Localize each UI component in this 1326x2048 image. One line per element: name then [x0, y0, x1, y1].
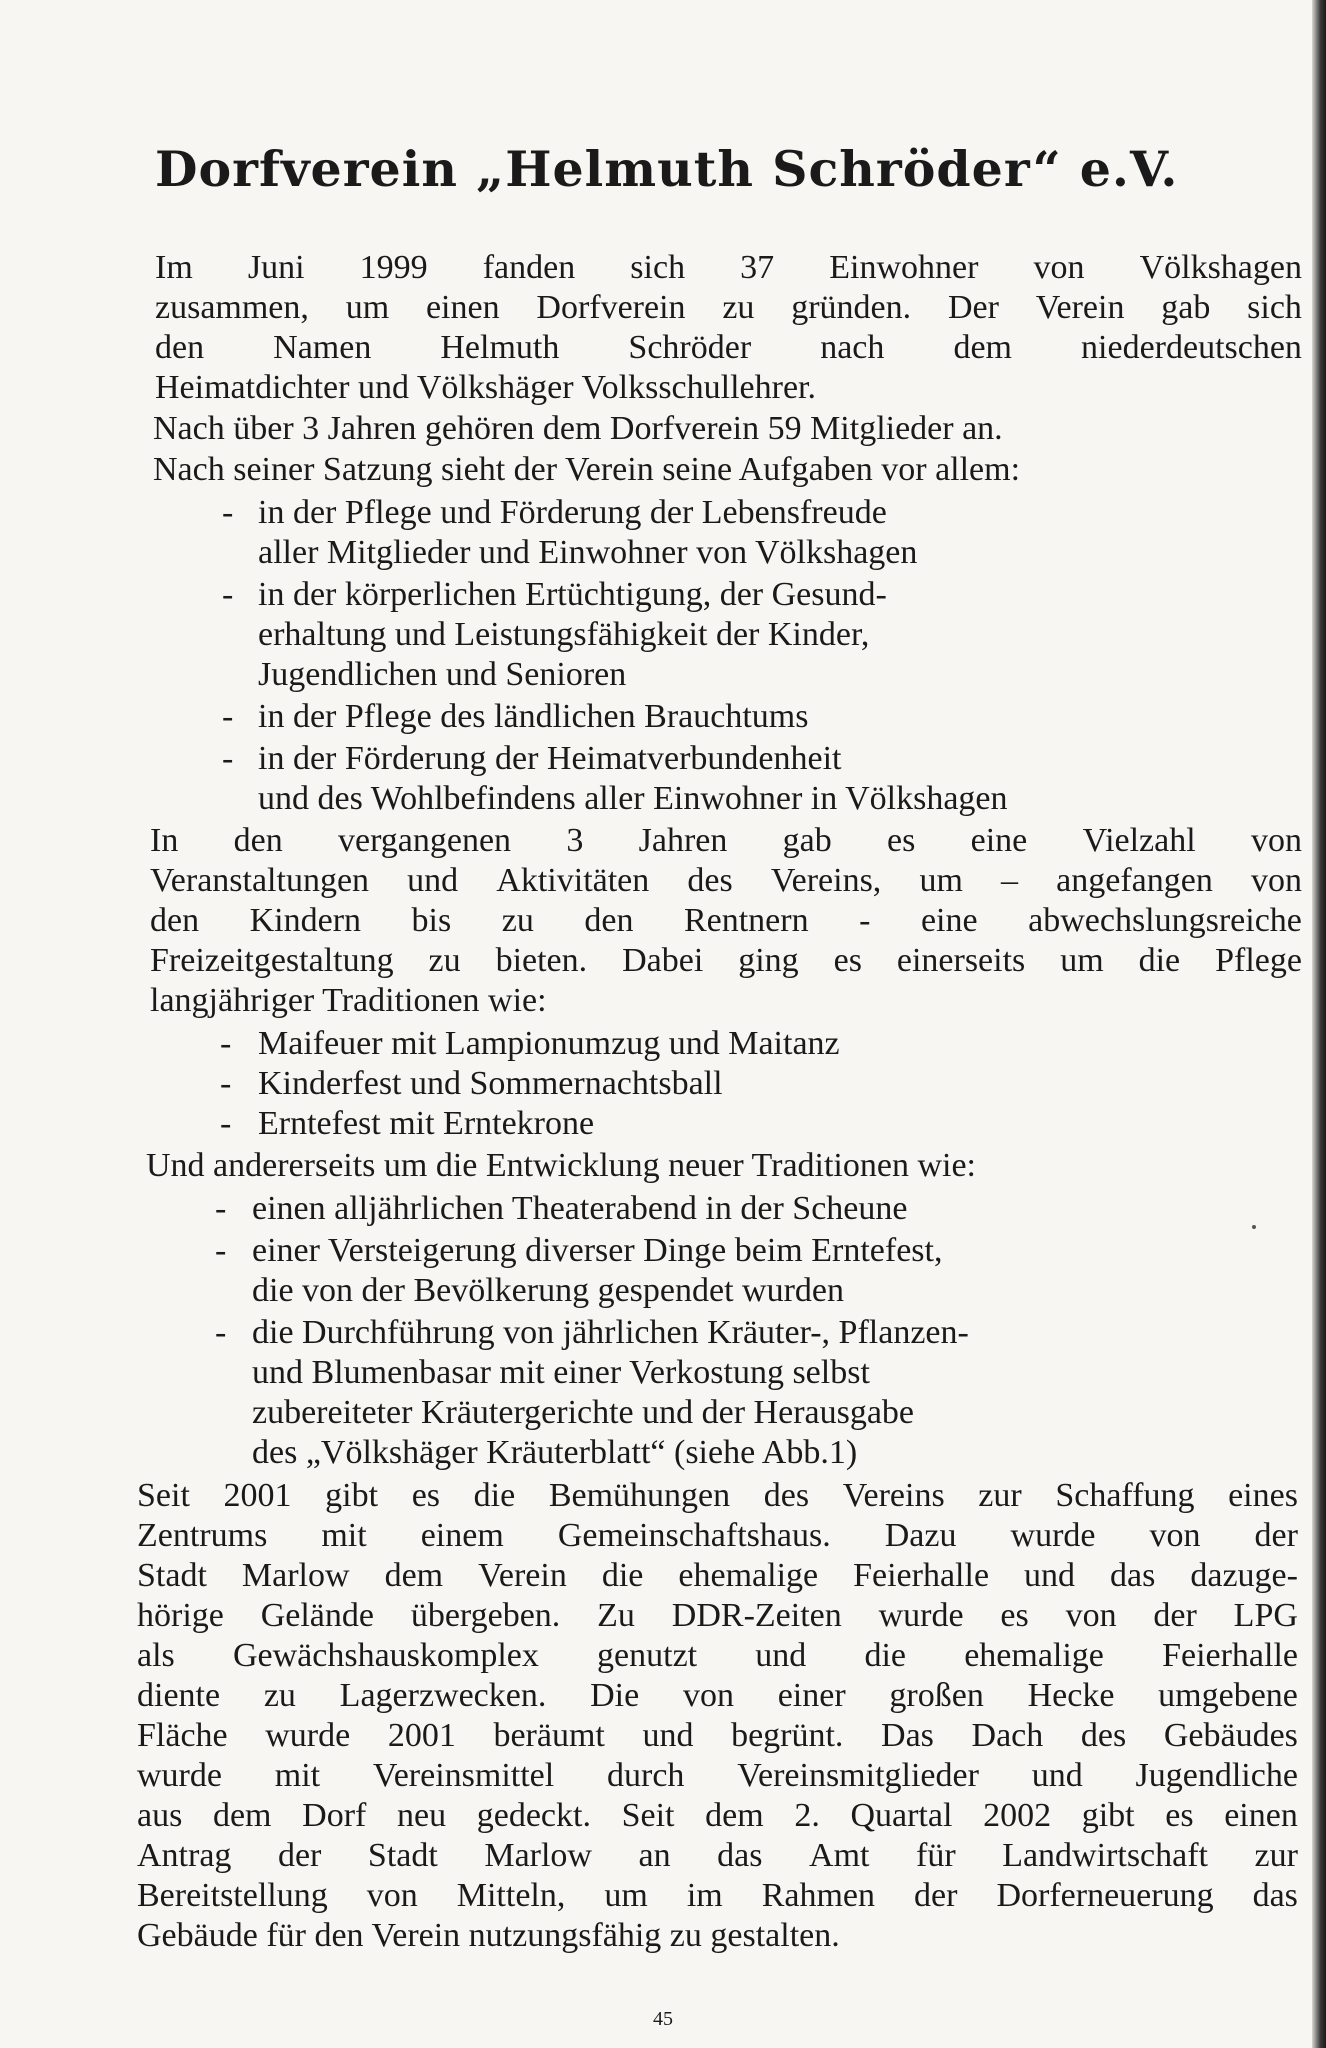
text-line: Stadt Marlow dem Verein die ehemalige Feierhalle und das dazuge-	[137, 1557, 1298, 1594]
text-line: Freizeitgestaltung zu bieten. Dabei ging es einerseits um die Pflege	[150, 942, 1302, 979]
bullet-dash: -	[215, 1190, 227, 1227]
text-line: erhaltung und Leistungsfähigkeit der Kinder,	[258, 616, 870, 653]
page-number: 45	[653, 2008, 673, 2030]
bullet-dash: -	[222, 576, 234, 613]
list-item: Kinderfest und Sommernachtsball	[258, 1065, 723, 1102]
bullet-dash: -	[220, 1025, 232, 1062]
text-line: den Kindern bis zu den Rentnern - eine abwechslungsreiche	[150, 902, 1302, 939]
text-line: wurde mit Vereinsmittel durch Vereinsmitglieder und Jugendliche	[137, 1757, 1298, 1794]
text-line: des „Völkshäger Kräuterblatt“ (siehe Abb.1)	[252, 1434, 858, 1471]
page-edge-shadow	[1312, 0, 1326, 2048]
bullet-dash: -	[215, 1314, 227, 1351]
text-line: zusammen, um einen Dorfverein zu gründen. Der Verein gab sich	[155, 289, 1302, 326]
bullet-dash: -	[222, 494, 234, 531]
text-line: Antrag der Stadt Marlow an das Amt für Landwirtschaft zur	[137, 1837, 1298, 1874]
text-line: Jugendlichen und Senioren	[258, 656, 627, 693]
text-line: zubereiteter Kräutergerichte und der Herausgabe	[252, 1394, 915, 1431]
list-item: in der Pflege des ländlichen Brauchtums	[258, 698, 809, 735]
list-item: die Durchführung von jährlichen Kräuter-, Pflanzen-	[252, 1314, 969, 1351]
text-line: und des Wohlbefindens aller Einwohner in Völkshagen	[258, 780, 1008, 817]
text-line: aller Mitglieder und Einwohner von Völkshagen	[258, 534, 918, 571]
text-line: Im Juni 1999 fanden sich 37 Einwohner von Völkshagen	[155, 249, 1302, 286]
text-line: Und andererseits um die Entwicklung neuer Traditionen wie:	[146, 1147, 976, 1184]
text-line: Nach über 3 Jahren gehören dem Dorfverein 59 Mitglieder an.	[153, 410, 1003, 447]
page-title: Dorfverein „Helmuth Schröder“ e.V.	[155, 140, 1179, 198]
text-line: Nach seiner Satzung sieht der Verein seine Aufgaben vor allem:	[153, 451, 1021, 488]
list-item: in der Pflege und Förderung der Lebensfreude	[258, 494, 887, 531]
text-line: aus dem Dorf neu gedeckt. Seit dem 2. Quartal 2002 gibt es einen	[137, 1797, 1298, 1834]
bullet-dash: -	[222, 740, 234, 777]
scan-speck	[1252, 1225, 1256, 1229]
bullet-dash: -	[222, 698, 234, 735]
text-line: In den vergangenen 3 Jahren gab es eine Vielzahl von	[150, 822, 1302, 859]
list-item: einen alljährlichen Theaterabend in der Scheune	[252, 1190, 908, 1227]
text-line: die von der Bevölkerung gespendet wurden	[252, 1272, 844, 1309]
text-line: Zentrums mit einem Gemeinschaftshaus. Dazu wurde von der	[137, 1517, 1298, 1554]
list-item: Erntefest mit Erntekrone	[258, 1105, 595, 1142]
list-item: einer Versteigerung diverser Dinge beim Erntefest,	[252, 1232, 943, 1269]
list-item: in der körperlichen Ertüchtigung, der Gesund-	[258, 576, 887, 613]
text-line: Bereitstellung von Mitteln, um im Rahmen der Dorferneuerung das	[137, 1877, 1298, 1914]
text-line: Gebäude für den Verein nutzungsfähig zu gestalten.	[137, 1917, 840, 1954]
text-line: langjähriger Traditionen wie:	[150, 982, 547, 1019]
list-item: in der Förderung der Heimatverbundenheit	[258, 740, 842, 777]
text-line: diente zu Lagerzwecken. Die von einer großen Hecke umgebene	[137, 1677, 1298, 1714]
bullet-dash: -	[220, 1065, 232, 1102]
text-line: und Blumenbasar mit einer Verkostung selbst	[252, 1354, 870, 1391]
text-line: hörige Gelände übergeben. Zu DDR-Zeiten wurde es von der LPG	[137, 1597, 1298, 1634]
text-line: Seit 2001 gibt es die Bemühungen des Vereins zur Schaffung eines	[137, 1477, 1298, 1514]
bullet-dash: -	[220, 1105, 232, 1142]
bullet-dash: -	[215, 1232, 227, 1269]
text-line: als Gewächshauskomplex genutzt und die ehemalige Feierhalle	[137, 1637, 1298, 1674]
text-line: den Namen Helmuth Schröder nach dem niederdeutschen	[155, 329, 1302, 366]
text-line: Veranstaltungen und Aktivitäten des Vereins, um – angefangen von	[150, 862, 1302, 899]
text-line: Fläche wurde 2001 beräumt und begrünt. Das Dach des Gebäudes	[137, 1717, 1298, 1754]
text-line: Heimatdichter und Völkshäger Volksschullehrer.	[155, 369, 816, 406]
list-item: Maifeuer mit Lampionumzug und Maitanz	[258, 1025, 840, 1062]
